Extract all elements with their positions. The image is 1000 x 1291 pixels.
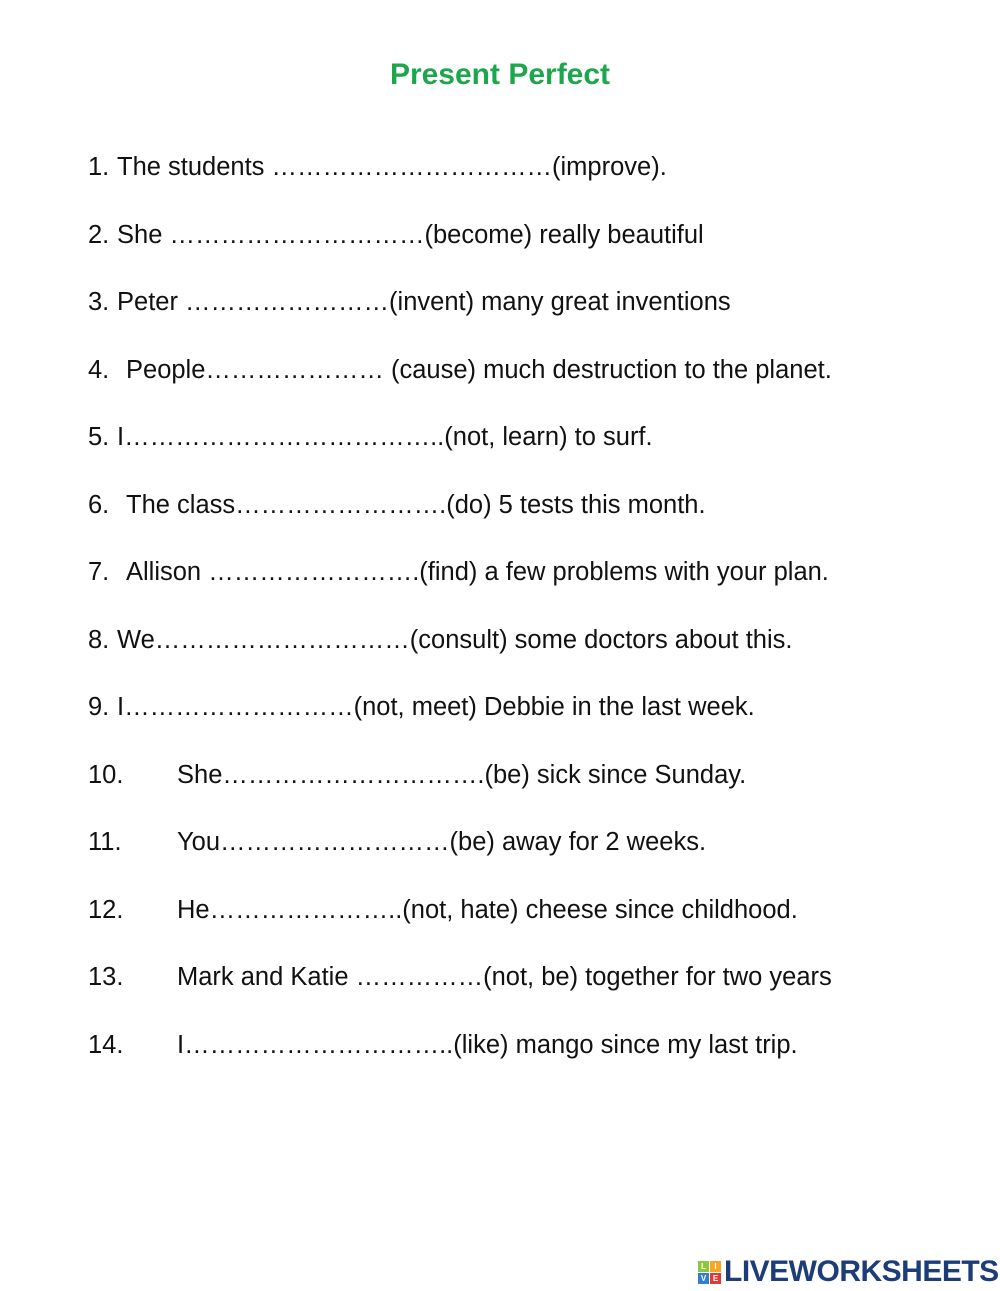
logo-cube: E	[710, 1273, 721, 1284]
logo-cube: L	[698, 1261, 709, 1272]
item-text-before: Allison	[126, 558, 209, 586]
page-title: Present Perfect	[389, 58, 611, 91]
item-number: 11.	[88, 828, 122, 856]
item-text-before: You	[177, 828, 221, 856]
item-text-before: I	[177, 1030, 185, 1059]
exercise-item	[88, 1030, 798, 1060]
liveworksheets-logo	[698, 1255, 999, 1289]
item-text-before: I	[117, 693, 125, 721]
exercise-item	[88, 625, 792, 655]
answer-blank[interactable]: ……………	[355, 963, 484, 991]
item-number: 3.	[88, 288, 110, 316]
logo-text: LIVEWORKSHEETS	[724, 1255, 999, 1288]
item-number: 12.	[88, 895, 124, 924]
exercise-item	[88, 422, 653, 452]
item-number: 10.	[88, 760, 124, 789]
answer-blank[interactable]: ………………………………..	[124, 423, 445, 451]
item-number: 4.	[88, 355, 110, 384]
item-text-after: (not, learn) to surf.	[444, 423, 653, 451]
item-text-before: People	[126, 355, 206, 384]
answer-blank[interactable]: ……………………	[185, 288, 390, 316]
exercise-item	[88, 827, 706, 857]
exercise-item	[88, 760, 746, 790]
answer-blank[interactable]: ………………………	[124, 693, 354, 721]
exercise-item	[88, 490, 706, 520]
exercise-item	[88, 557, 829, 587]
item-text-after: (not, hate) cheese since childhood.	[402, 895, 798, 924]
item-text-before: She	[177, 760, 223, 789]
logo-cube: V	[698, 1273, 709, 1284]
answer-blank[interactable]: …………………….	[208, 558, 420, 586]
exercise-item	[88, 692, 755, 722]
answer-blank[interactable]: …………………………..	[184, 1030, 454, 1059]
logo-cubes-icon	[698, 1261, 721, 1284]
item-text-before: The students	[117, 153, 272, 181]
item-number: 2.	[88, 220, 110, 249]
item-text-before: Peter	[117, 288, 186, 316]
item-number: 5.	[88, 423, 110, 451]
item-text-after: (not, meet) Debbie in the last week.	[353, 693, 755, 721]
item-number: 6.	[88, 490, 110, 519]
item-text-after: (improve).	[552, 153, 667, 181]
item-text-after: (not, be) together for two years	[483, 963, 832, 991]
item-text-before: She	[117, 220, 170, 249]
item-text-before: The class	[126, 490, 236, 519]
item-number: 8.	[88, 625, 110, 654]
item-number: 13.	[88, 963, 124, 991]
exercise-item	[88, 355, 832, 385]
item-text-after: (consult) some doctors about this.	[409, 625, 793, 654]
item-text-before: Mark and Katie	[177, 963, 356, 991]
answer-blank[interactable]: …………………..	[209, 895, 403, 924]
exercise-item	[88, 152, 667, 182]
exercise-item	[88, 220, 704, 250]
item-text-after: (be) sick since Sunday.	[484, 760, 747, 789]
answer-blank[interactable]: …………………	[205, 355, 384, 384]
exercise-item	[88, 287, 731, 317]
answer-blank[interactable]: …………………………	[169, 220, 425, 249]
item-text-after: (do) 5 tests this month.	[446, 490, 706, 519]
answer-blank[interactable]: ………………………	[220, 828, 450, 856]
logo-cube: I	[710, 1261, 721, 1272]
item-text-after: (become) really beautiful	[424, 220, 704, 249]
answer-blank[interactable]: …………………………	[154, 625, 410, 654]
item-text-after: (invent) many great inventions	[389, 288, 731, 316]
item-text-after: (find) a few problems with your plan.	[419, 558, 829, 586]
answer-blank[interactable]: …………………….	[235, 490, 447, 519]
exercise-item	[88, 895, 798, 925]
answer-blank[interactable]: ………………………….	[222, 760, 485, 789]
exercise-item	[88, 962, 832, 992]
item-text-before: I	[117, 423, 125, 451]
item-text-before: He	[177, 895, 210, 924]
item-number: 14.	[88, 1030, 124, 1059]
item-text-after: (cause) much destruction to the planet.	[383, 355, 832, 384]
item-number: 1.	[88, 153, 110, 181]
item-number: 9.	[88, 693, 110, 721]
item-number: 7.	[88, 558, 110, 586]
item-text-before: We	[117, 625, 155, 654]
item-text-after: (be) away for 2 weeks.	[449, 828, 707, 856]
item-text-after: (like) mango since my last trip.	[453, 1030, 798, 1059]
answer-blank[interactable]: ……………………………	[271, 153, 553, 181]
